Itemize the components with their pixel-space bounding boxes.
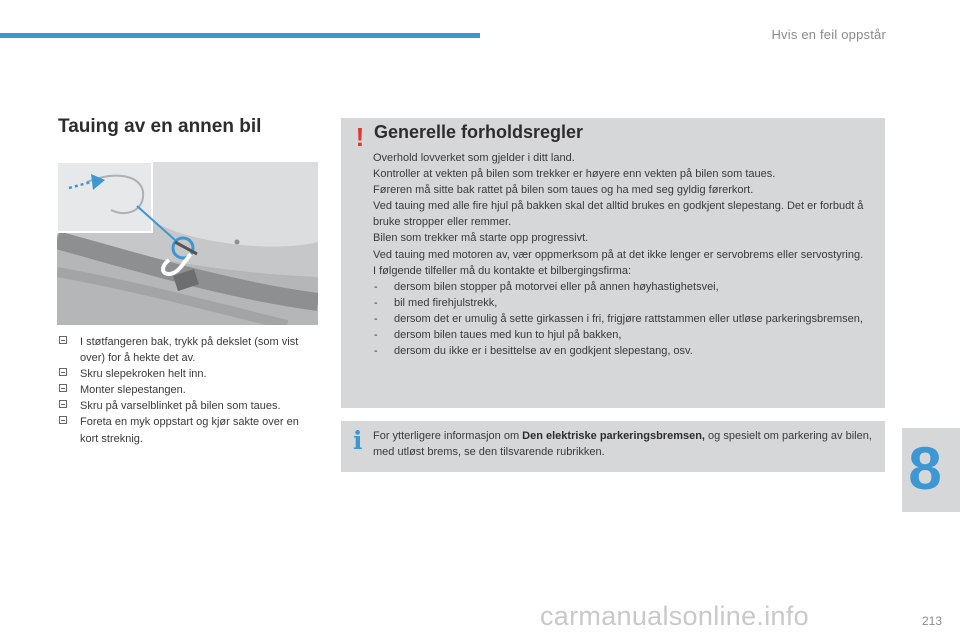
info-text-link-topic: Den elektriske parkeringsbremsen, bbox=[522, 430, 705, 442]
info-icon: i bbox=[353, 426, 363, 455]
warning-body bbox=[373, 150, 878, 359]
step-text: Skru slepekroken helt inn. bbox=[80, 368, 207, 381]
list-item bbox=[58, 382, 313, 398]
watermark: carmanualsonline.info bbox=[540, 601, 809, 631]
list-item bbox=[373, 295, 878, 311]
checkbox-bullet-icon bbox=[59, 384, 67, 392]
section-title: Tauing av en annen bil bbox=[58, 116, 262, 137]
checkbox-bullet-icon bbox=[59, 416, 67, 424]
list-item bbox=[373, 343, 878, 359]
warning-paragraph: I følgende tilfeller må du kontakte et bilbergingsfirma: bbox=[373, 264, 632, 277]
chapter-tab bbox=[902, 428, 960, 512]
list-item bbox=[373, 327, 878, 343]
info-box bbox=[341, 421, 885, 472]
warning-paragraph: Overhold lovverket som gjelder i ditt land. bbox=[373, 152, 575, 164]
checkbox-bullet-icon bbox=[59, 400, 67, 408]
info-text bbox=[373, 428, 878, 460]
dash-marker: - bbox=[374, 345, 378, 358]
step-text: I støtfangeren bak, trykk på dekslet (som vist over) for å hekte det av. bbox=[80, 336, 299, 365]
checkbox-bullet-icon bbox=[59, 368, 67, 376]
warning-exclamation-icon: ! bbox=[355, 122, 365, 152]
info-text-lead: For ytterligere informasjon om bbox=[373, 430, 523, 442]
list-item bbox=[58, 398, 313, 414]
header-accent-bar bbox=[0, 33, 480, 38]
towing-steps-list bbox=[58, 334, 313, 447]
warning-box bbox=[341, 118, 885, 408]
list-item bbox=[58, 334, 313, 366]
list-item bbox=[373, 279, 878, 295]
case-text: dersom det er umulig å sette girkassen i fri, frigjøre rattstammen eller utløse parkeringsbremsen, bbox=[394, 312, 863, 325]
warning-title: Generelle forholdsregler bbox=[374, 122, 584, 142]
checkbox-bullet-icon bbox=[59, 336, 67, 344]
case-text: bil med firehjulstrekk, bbox=[394, 296, 498, 309]
list-item bbox=[58, 414, 313, 446]
info-text-rest: og spesielt om parkering av bilen, med utløst brems, se den tilsvarende rubrikken. bbox=[373, 430, 872, 459]
section-header: Hvis en feil oppstår bbox=[771, 27, 886, 42]
warning-paragraph: Føreren må sitte bak rattet på bilen som taues og ha med seg gyldig førerkort. bbox=[373, 184, 754, 197]
list-item bbox=[373, 311, 878, 327]
step-text: Foreta en myk oppstart og kjør sakte over en kort streknig. bbox=[80, 416, 299, 445]
dash-marker: - bbox=[374, 280, 378, 293]
warning-paragraph: Ved tauing med motoren av, vær oppmerksom på at det ikke lenger er servobrems eller servostyring. bbox=[373, 248, 864, 261]
case-text: dersom bilen stopper på motorvei eller på annen høyhastighetsvei, bbox=[394, 280, 719, 293]
case-text: dersom du ikke er i besittelse av en godkjent slepestang, osv. bbox=[394, 345, 693, 358]
warning-paragraph: Bilen som trekker må starte opp progressivt. bbox=[373, 232, 589, 245]
recovery-cases-list bbox=[373, 279, 878, 359]
page-number: 213 bbox=[921, 614, 942, 628]
chapter-number: 8 bbox=[908, 435, 942, 502]
towing-eye-illustration bbox=[57, 162, 318, 325]
warning-paragraph: Kontroller at vekten på bilen som trekker er høyere enn vekten på bilen som taues. bbox=[373, 168, 776, 181]
dash-marker: - bbox=[374, 312, 378, 325]
dash-marker: - bbox=[374, 296, 378, 309]
warning-paragraph: Ved tauing med alle fire hjul på bakken skal det alltid brukes en godkjent slepestang. Det er forbudt å bruke stropper eller remmer. bbox=[373, 200, 864, 229]
list-item bbox=[58, 366, 313, 382]
step-text: Monter slepestangen. bbox=[80, 384, 186, 397]
step-text: Skru på varselblinket på bilen som taues. bbox=[80, 400, 281, 413]
case-text: dersom bilen taues med kun to hjul på bakken, bbox=[394, 329, 622, 342]
dash-marker: - bbox=[374, 329, 378, 342]
